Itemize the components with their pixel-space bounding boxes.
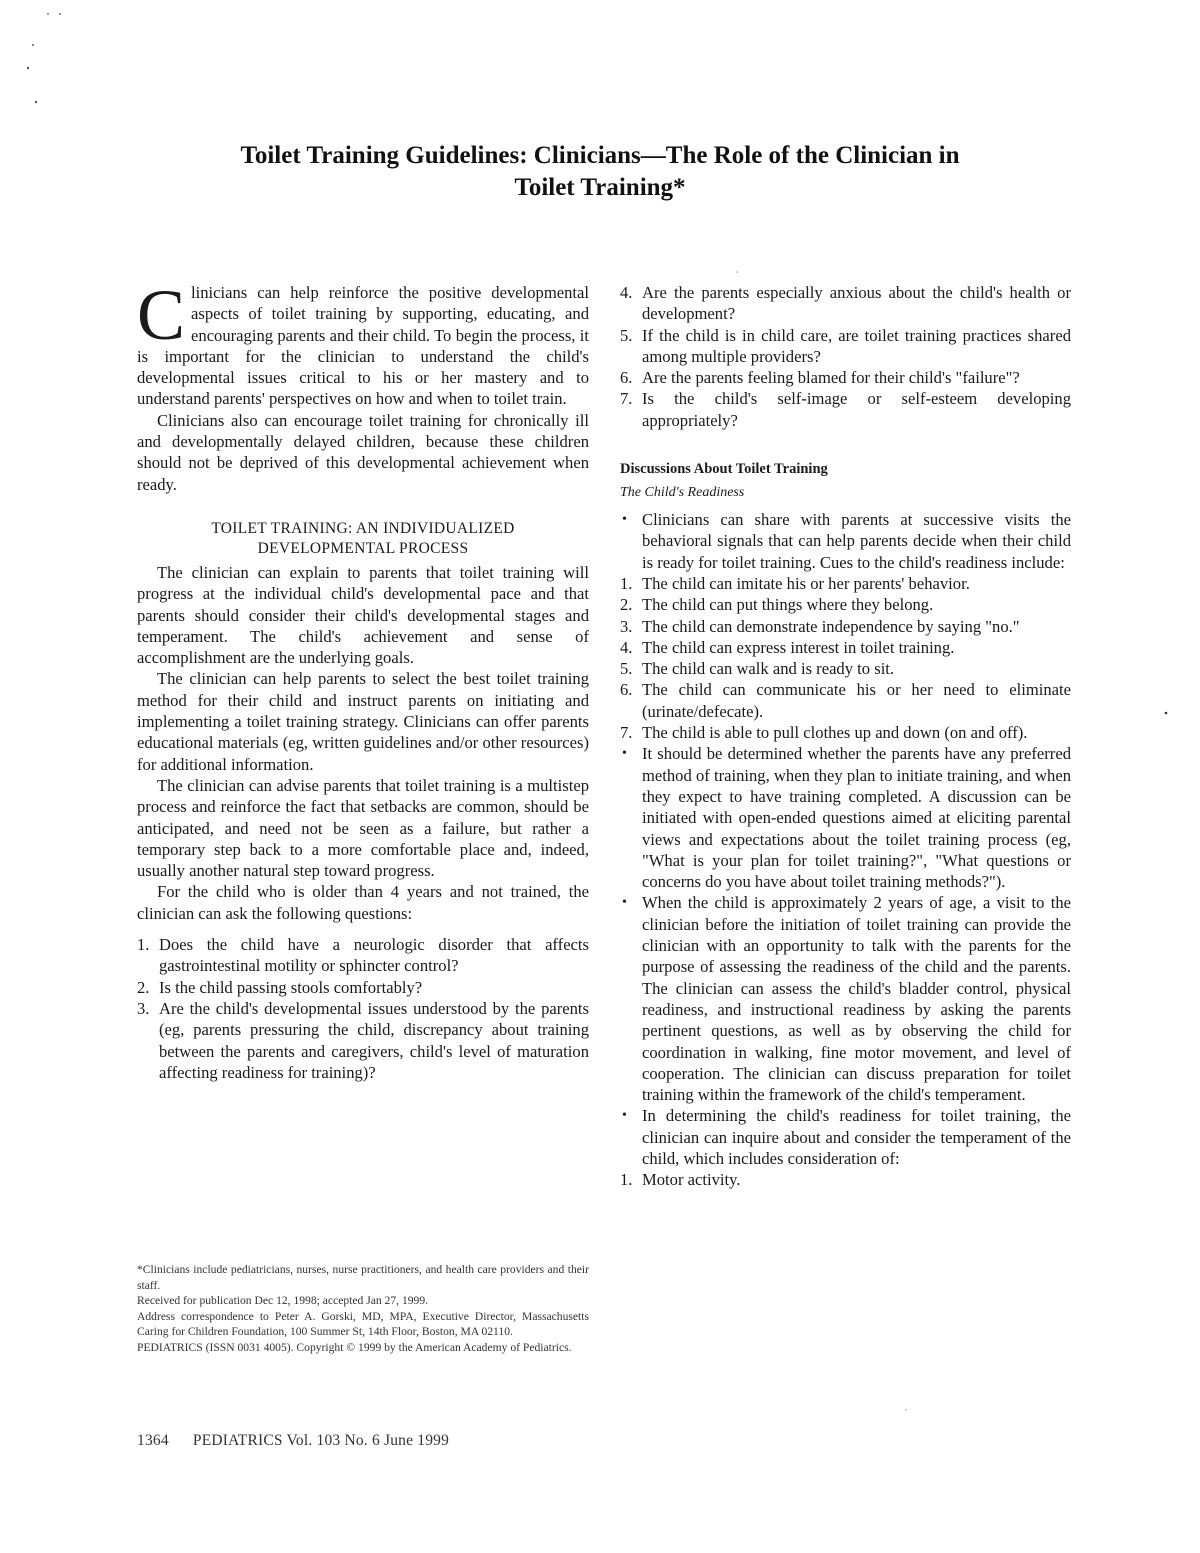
- list-text: Are the parents feeling blamed for their child's "failure"?: [642, 368, 1020, 388]
- list-item: [137, 977, 589, 998]
- title-line-1: Toilet Training Guidelines: Clinicians—The Role of the Clinician in: [240, 142, 960, 169]
- right-column: [620, 282, 1071, 1191]
- list-item: [620, 658, 1071, 679]
- title-line-2: Toilet Training*: [514, 174, 686, 201]
- bullet-item: [620, 743, 1071, 892]
- list-number: 3.: [137, 998, 150, 1018]
- speck: [905, 1409, 907, 1411]
- list-item: [620, 388, 1071, 431]
- list-text: Is the child passing stools comfortably?: [159, 977, 423, 997]
- section-heading-line-2: DEVELOPMENTAL PROCESS: [257, 539, 469, 557]
- list-number: 3.: [620, 616, 633, 636]
- questions-list-continued: [620, 282, 1071, 431]
- list-item: [620, 282, 1071, 325]
- journal-citation: PEDIATRICS Vol. 103 No. 6 June 1999: [192, 1432, 450, 1449]
- list-item: [620, 1169, 1071, 1190]
- intro-paragraph-2: Clinicians also can encourage toilet training for chronically ill and developmentally delayed children, because these children should not be deprived of this developmental achievement when ready.: [137, 410, 589, 494]
- article-title: [120, 140, 1080, 204]
- section-paragraph-2: The clinician can help parents to select the best toilet training method for their child and instruct parents on initiating and implementing a toilet training strategy. Clinicians can offer parents educational materials (eg, written guidelines and/or other resources) for additional information.: [137, 669, 589, 774]
- section-heading: [137, 519, 589, 559]
- left-column: [137, 275, 589, 1083]
- footnote-correspondence: Address correspondence to Peter A. Gorski, MD, MPA, Executive Director, Massachusetts Caring for Children Foundation, 100 Summer St, 14th Floor, Boston, MA 02110.: [137, 1309, 589, 1339]
- questions-list: [137, 934, 589, 1083]
- subsection-heading: Discussions About Toilet Training: [620, 461, 828, 478]
- list-text: The child can demonstrate independence by saying "no.": [642, 616, 1020, 636]
- readiness-bullets: [620, 509, 1071, 573]
- footnotes: [137, 1262, 589, 1356]
- list-number: 1.: [620, 1170, 633, 1190]
- list-item: [137, 998, 589, 1083]
- list-item: [620, 722, 1071, 743]
- bullet-item: [620, 892, 1071, 1105]
- page-footer: [137, 1432, 449, 1450]
- temperament-list: [620, 1169, 1071, 1190]
- list-text: The child is able to pull clothes up and down (on and off).: [642, 723, 1028, 743]
- list-item: [620, 367, 1071, 388]
- bullet-text: Clinicians can share with parents at successive visits the behavioral signals that can help parents decide when their child is ready for toilet training. Cues to the child's readiness include:: [642, 510, 1071, 572]
- list-number: 4.: [620, 637, 633, 657]
- speck: [1165, 712, 1168, 715]
- list-number: 6.: [620, 680, 633, 700]
- bullet-item: [620, 509, 1071, 573]
- list-item: [137, 934, 589, 977]
- footnote-received: Received for publication Dec 12, 1998; accepted Jan 27, 1999.: [137, 1294, 429, 1308]
- list-item: [620, 325, 1071, 368]
- speck: [59, 13, 61, 15]
- section-heading-line-1: TOILET TRAINING: AN INDIVIDUALIZED: [211, 519, 515, 537]
- bullet-icon: •: [622, 746, 627, 762]
- subsection-subheading: The Child's Readiness: [620, 485, 745, 501]
- list-number: 1.: [137, 935, 150, 955]
- list-number: 6.: [620, 368, 633, 388]
- list-text: Are the child's developmental issues understood by the parents (eg, parents pressuring the child, discrepancy about training between the parents and caregivers, child's level of maturation affecting readiness for training)?: [159, 998, 589, 1082]
- list-text: The child can express interest in toilet training.: [642, 637, 955, 657]
- bullet-text: In determining the child's readiness for toilet training, the clinician can inquire about and consider the temperament of the child, which includes consideration of:: [642, 1106, 1071, 1168]
- list-item: [620, 594, 1071, 615]
- speck: [736, 271, 738, 273]
- drop-cap: C: [137, 275, 186, 355]
- bullet-text: It should be determined whether the parents have any preferred method of training, when they plan to initiate training, and when they expect to have training completed. A discussion can be initiated with open-ended questions aimed at eliciting parental views and expectations about the toilet training process (eg, "What is your plan for toilet training?", "What questions or concerns do you have about toilet training methods?").: [642, 744, 1071, 892]
- list-number: 5.: [620, 325, 633, 345]
- list-number: 7.: [620, 723, 633, 743]
- list-number: 5.: [620, 659, 633, 679]
- list-item: [620, 637, 1071, 658]
- list-item: [620, 573, 1071, 594]
- list-text: Are the parents especially anxious about the child's health or development?: [642, 283, 1071, 324]
- list-text: Motor activity.: [642, 1170, 741, 1190]
- list-text: Is the child's self-image or self-esteem developing appropriately?: [642, 389, 1071, 430]
- list-number: 2.: [137, 977, 150, 997]
- footnote-clinicians: *Clinicians include pediatricians, nurses, nurse practitioners, and health care providers and their staff.: [137, 1263, 589, 1292]
- page-number: 1364: [137, 1432, 169, 1449]
- readiness-bullets-more: [620, 743, 1071, 1169]
- intro-paragraph-1-text: linicians can help reinforce the positive developmental aspects of toilet training by supporting, educating, and encouraging parents and their child. To begin the process, it is important for the clinician to understand the child's developmental issues critical to his or her mastery and to understand parents' perspectives on how and when to toilet train.: [137, 283, 589, 409]
- list-number: 1.: [620, 573, 633, 593]
- list-text: The child can put things where they belong.: [642, 595, 934, 615]
- bullet-icon: •: [622, 895, 627, 911]
- bullet-icon: •: [622, 1108, 627, 1124]
- list-number: 7.: [620, 389, 633, 409]
- list-text: If the child is in child care, are toilet training practices shared among multiple providers?: [642, 325, 1071, 366]
- list-number: 2.: [620, 595, 633, 615]
- list-text: The child can walk and is ready to sit.: [642, 659, 895, 679]
- list-item: [620, 616, 1071, 637]
- list-text: Does the child have a neurologic disorder that affects gastrointestinal motility or sphincter control?: [159, 935, 589, 976]
- bullet-icon: •: [622, 512, 627, 528]
- intro-paragraph-1: [137, 275, 589, 410]
- list-number: 4.: [620, 283, 633, 302]
- speck: [47, 13, 49, 15]
- section-paragraph-3: The clinician can advise parents that toilet training is a multistep process and reinforce the fact that setbacks are common, should be anticipated, and need not be seen as a failure, but rather a temporary step back to a more comfortable place and, indeed, usually another natural step toward progress.: [137, 775, 589, 881]
- bullet-item: [620, 1105, 1071, 1169]
- section-paragraph-1: The clinician can explain to parents that toilet training will progress at the individual child's developmental pace and that parents should consider their child's developmental stages and temperament. The child's achievement and sense of accomplishment are the underlying goals.: [137, 562, 589, 668]
- list-text: The child can communicate his or her need to eliminate (urinate/defecate).: [642, 680, 1071, 721]
- bullet-text: When the child is approximately 2 years of age, a visit to the clinician before the initiation of toilet training can provide the clinician with an opportunity to talk with the parents for the purpose of assessing the readiness of the child and the parents. The clinician can assess the child's bladder control, physical readiness, and instructional readiness by asking the parents pertinent questions, as well as by observing the child for coordination in walking, fine motor movement, and level of cooperation. The clinician can discuss preparation for toilet training within the framework of the child's temperament.: [642, 893, 1071, 1105]
- speck: [27, 67, 29, 69]
- footnote-copyright: PEDIATRICS (ISSN 0031 4005). Copyright © 1999 by the American Academy of Pediatrics.: [137, 1340, 572, 1354]
- speck: [35, 101, 37, 103]
- list-text: The child can imitate his or her parents' behavior.: [642, 573, 970, 593]
- readiness-cues-list: [620, 573, 1071, 743]
- list-item: [620, 679, 1071, 722]
- section-paragraph-4: For the child who is older than 4 years and not trained, the clinician can ask the following questions:: [137, 882, 589, 923]
- speck: [32, 44, 34, 46]
